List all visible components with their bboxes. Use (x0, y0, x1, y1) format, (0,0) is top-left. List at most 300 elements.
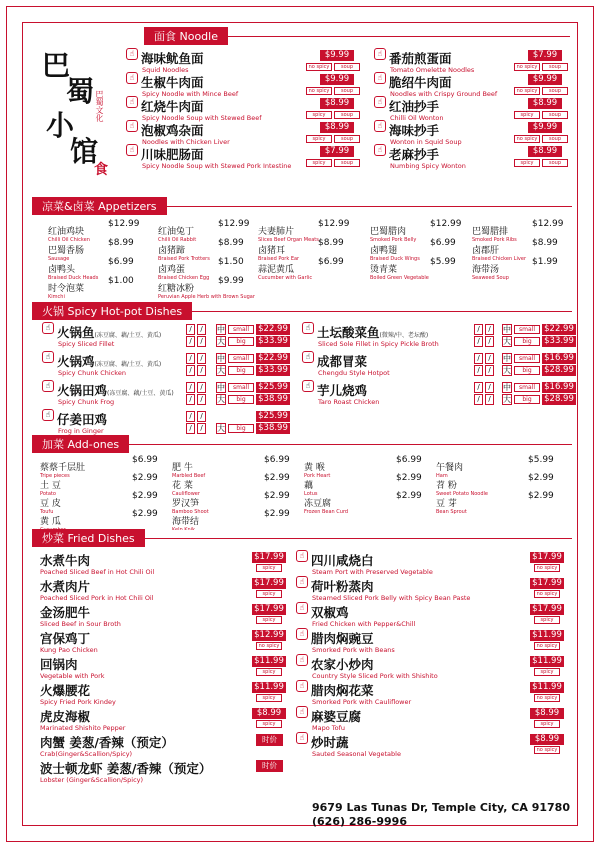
tag-spicy: spicy (306, 111, 332, 119)
fried-item (296, 576, 470, 602)
dish-name: 金汤肥牛 (40, 605, 91, 620)
checkbox[interactable]: / (186, 336, 195, 347)
appetizer-name: 卤猪蹄 (158, 246, 186, 256)
size-small-label: small (228, 354, 254, 363)
tag-spicy: spicy (534, 720, 560, 728)
price-big: $33.99 (542, 336, 576, 347)
checkbox[interactable]: / (186, 365, 195, 376)
checkbox[interactable]: / (186, 324, 195, 335)
size-zh-big: 大 (217, 395, 225, 404)
appetizer-item (48, 276, 144, 300)
size-big-label: big (514, 337, 540, 346)
dish-name: 番茄煎蛋面 (389, 51, 452, 66)
addone-english: Ham (436, 473, 448, 479)
price-small: $25.99 (256, 411, 290, 422)
dish-name: 水煮牛肉 (40, 553, 91, 568)
appetizer-name: 烫青菜 (370, 265, 398, 275)
dish-english: Sliced Beef in Sour Broth (40, 620, 121, 628)
noodle-item (126, 48, 204, 74)
price: $17.99 (530, 578, 564, 589)
price: $17.99 (252, 604, 286, 615)
checkbox[interactable]: / (474, 353, 483, 364)
hotpot-english: Spicy Sliced Fillet (58, 340, 115, 348)
hotpot-name (42, 325, 161, 340)
size-zh-small: 中 (217, 325, 225, 334)
addone-price: $2.99 (528, 491, 554, 501)
dish-name: 脆绍牛肉面 (389, 75, 452, 90)
checkbox[interactable]: / (485, 324, 494, 335)
appetizer-name: 卤鸭翅 (370, 246, 398, 256)
hotpot-note: (冻豆腐、藕/土豆、黄瓜) (94, 361, 162, 368)
size-big-label: big (514, 395, 540, 404)
addone-name: 肥 牛 (172, 463, 193, 473)
tag-spicy: no spicy (514, 87, 540, 95)
brand-logo (36, 44, 116, 184)
tag-spicy: no spicy (306, 87, 332, 95)
appetizer-name: 红糖冰粉 (158, 284, 195, 294)
addone-english: Lotus (304, 491, 318, 497)
appetizer-item (258, 257, 354, 281)
appetizer-price: $9.99 (218, 276, 244, 286)
fried-item (296, 602, 415, 628)
appetizer-english: Braised Chicken Liver (472, 256, 526, 262)
dish-english: Sauted Seasonal Vegetable (312, 750, 401, 758)
appetizer-english: Chilli Oil Chicken (48, 237, 90, 243)
dish-name: 红烧牛肉面 (141, 99, 204, 114)
hand-icon: ☝ (42, 409, 54, 421)
tag-spicy: no spicy (514, 135, 540, 143)
dish-english: Steam Port with Preserved Vegetable (312, 568, 433, 576)
price: $8.99 (252, 708, 286, 719)
market-price: 时价 (256, 734, 283, 746)
checkbox[interactable]: / (186, 411, 195, 422)
dish-english: Fried Chicken with Pepper&Chill (312, 620, 416, 628)
addone-english: Bean Sprout (436, 509, 467, 515)
addone-name: 花 菜 (172, 481, 193, 491)
dish-name: 波士顿龙虾 姜葱/香辣（预定） (40, 761, 212, 776)
price-small: $22.99 (256, 353, 290, 364)
dish-english: Steamed Sliced Pork Belly with Spicy Bean Paste (312, 594, 471, 602)
hotpot-name (302, 354, 367, 369)
addone-price: $6.99 (264, 455, 290, 465)
size-small-label: small (514, 383, 540, 392)
appetizer-name: 巴蜀腊排 (472, 227, 509, 237)
brand-char-4: 馆 (70, 135, 99, 168)
addone-price: $2.99 (528, 473, 554, 483)
addone-price: $2.99 (264, 491, 290, 501)
checkbox[interactable]: / (186, 382, 195, 393)
price: $8.99 (530, 734, 564, 745)
price-big: $33.99 (256, 365, 290, 376)
noodle-item (374, 120, 462, 146)
addone-english: Cauliflower (172, 491, 200, 497)
tag-spicy: spicy (256, 616, 282, 624)
checkbox[interactable]: / (485, 382, 494, 393)
tag-spicy: spicy (534, 668, 560, 676)
hand-icon: ☝ (126, 96, 138, 108)
hand-icon: ☝ (296, 680, 308, 692)
dish-name: 回锅肉 (40, 657, 78, 672)
hand-icon: ☝ (302, 380, 314, 392)
fried-item (296, 732, 401, 758)
noodle-item (374, 72, 497, 98)
fried-item (296, 706, 361, 732)
price-big: $38.99 (256, 423, 290, 434)
section-title: 炒菜 Fried Dishes (32, 529, 145, 547)
dish-english: Poached Sliced Beef in Hot Chili Oil (40, 568, 155, 576)
size-big-label: big (228, 337, 254, 346)
tag-spicy: no spicy (256, 642, 282, 650)
dish-english: Marinated Shishito Pepper (40, 724, 126, 732)
tag-soup: soup (334, 135, 360, 143)
price-big: $33.99 (256, 336, 290, 347)
dish-english: Smorked Pork with Beans (312, 646, 395, 654)
hotpot-english: Chengdu Style Hotpot (318, 369, 390, 377)
size-big-label: big (514, 366, 540, 375)
phone: (626) 286-9996 (312, 815, 407, 828)
tag-soup: soup (334, 63, 360, 71)
appetizer-english: Braised Pork Trotters (158, 256, 210, 262)
addone-english: Pork Heart (304, 473, 331, 479)
section-addones-header (32, 436, 572, 452)
section-noodle-header (120, 28, 570, 44)
price-big: $28.99 (542, 394, 576, 405)
appetizer-name: 海带汤 (472, 265, 500, 275)
addone-english: Sweet Potato Noodle (436, 491, 488, 497)
price: $11.99 (252, 656, 286, 667)
size-zh-big: 大 (503, 337, 511, 346)
checkbox[interactable]: / (474, 324, 483, 335)
hotpot-cn: 火锅田鸡 (57, 383, 108, 398)
addone-price: $6.99 (132, 455, 158, 465)
brand-subtitle: 巴蜀文化 (95, 90, 104, 122)
addone-price: $2.99 (132, 473, 158, 483)
appetizer-price: $8.99 (108, 238, 134, 248)
size-big-label: big (228, 424, 254, 433)
hand-icon: ☝ (302, 351, 314, 363)
checkbox[interactable]: / (485, 353, 494, 364)
section-hotpot-header (32, 303, 572, 319)
price: $11.99 (530, 656, 564, 667)
dish-name: 肉蟹 姜葱/香辣（预定） (40, 735, 174, 750)
appetizer-name: 巴蜀香肠 (48, 246, 85, 256)
hotpot-name (42, 412, 107, 427)
dish-name: 红油抄手 (389, 99, 440, 114)
tag-spicy: no spicy (534, 564, 560, 572)
brand-char-3: 小 (46, 109, 75, 142)
hand-icon: ☝ (296, 628, 308, 640)
price-small: $16.99 (542, 353, 576, 364)
tag-soup: soup (334, 111, 360, 119)
tag-soup: soup (542, 135, 568, 143)
fried-item (40, 550, 154, 576)
hotpot-name (42, 354, 161, 369)
hotpot-cn: 土坛酸菜鱼 (317, 325, 380, 340)
addone-name: 午餐肉 (436, 463, 464, 473)
fried-item (296, 680, 411, 706)
hand-icon: ☝ (296, 706, 308, 718)
price: $8.99 (530, 708, 564, 719)
hotpot-cn: 火锅鸡 (57, 354, 95, 369)
noodle-item (374, 144, 466, 170)
fried-item (40, 706, 125, 732)
size-zh-big: 大 (217, 366, 225, 375)
checkbox[interactable]: / (474, 336, 483, 347)
hand-icon: ☝ (374, 96, 386, 108)
hotpot-item (42, 380, 174, 406)
hand-icon: ☝ (296, 550, 308, 562)
price: $17.99 (252, 552, 286, 563)
hand-icon: ☝ (126, 72, 138, 84)
hand-icon: ☝ (374, 72, 386, 84)
dish-english: Spicy Noodle Soup with Stewed Beef (142, 114, 262, 122)
addone-price: $2.99 (132, 491, 158, 501)
appetizer-english: Kimchi (48, 294, 65, 300)
appetizer-price: $5.99 (430, 257, 456, 267)
appetizer-price: $1.99 (532, 257, 558, 267)
dish-english: Spicy Fried Pork Kindey (40, 698, 116, 706)
tag-spicy: no spicy (306, 63, 332, 71)
price: $8.99 (320, 98, 354, 109)
checkbox[interactable]: / (485, 394, 494, 405)
size-zh-small: 中 (503, 383, 511, 392)
checkbox[interactable]: / (197, 353, 206, 364)
checkbox[interactable]: / (186, 423, 195, 434)
noodle-item (374, 96, 444, 122)
hotpot-note: (冻豆腐、藕/土豆、黄瓜) (94, 332, 162, 339)
checkbox[interactable]: / (474, 394, 483, 405)
dish-name: 虎皮海椒 (40, 709, 91, 724)
dish-name: 双椒鸡 (311, 605, 349, 620)
hotpot-item (42, 322, 161, 348)
size-small-label: small (228, 325, 254, 334)
tag-spicy: spicy (256, 668, 282, 676)
addone-english: Frozen Bean Curd (304, 509, 349, 515)
checkbox[interactable]: / (474, 365, 483, 376)
appetizer-english: Smoked Pork Ribs (472, 237, 517, 243)
appetizer-price: $1.50 (218, 257, 244, 267)
addone-price: $2.99 (264, 473, 290, 483)
tag-soup: soup (334, 87, 360, 95)
market-price: 时价 (256, 760, 283, 772)
tag-spicy: spicy (514, 159, 540, 167)
price: $7.99 (320, 146, 354, 157)
hotpot-cn: 芋儿烧鸡 (317, 383, 368, 398)
brand-char-1: 巴 (42, 49, 71, 82)
addone-name: 土 豆 (40, 481, 61, 491)
checkbox[interactable]: / (485, 365, 494, 376)
appetizer-item (472, 257, 568, 281)
hotpot-item (42, 409, 107, 435)
tag-spicy: no spicy (534, 590, 560, 598)
tag-spicy: spicy (256, 694, 282, 702)
appetizer-english: Boiled Green Vegetable (370, 275, 429, 281)
price-big: $28.99 (542, 365, 576, 376)
size-small-label: small (228, 383, 254, 392)
appetizer-english: Cucumber with Garlic (258, 275, 313, 281)
addone-item (304, 491, 429, 515)
tag-soup: soup (542, 63, 568, 71)
section-title: 面食 Noodle (144, 27, 228, 45)
checkbox[interactable]: / (474, 382, 483, 393)
hand-icon: ☝ (296, 732, 308, 744)
size-zh-big: 大 (217, 337, 225, 346)
dish-name: 生椒牛肉面 (141, 75, 204, 90)
price: $8.99 (528, 98, 562, 109)
appetizer-name: 红油鸡块 (48, 227, 85, 237)
price: $9.99 (320, 50, 354, 61)
appetizer-price: $8.99 (318, 238, 344, 248)
hotpot-name (302, 383, 367, 398)
section-title: 火锅 Spicy Hot-pot Dishes (32, 302, 192, 320)
section-title: 加菜 Add-ones (32, 435, 129, 453)
dish-name: 荷叶粉蒸肉 (311, 579, 374, 594)
size-zh-small: 中 (217, 383, 225, 392)
tag-spicy: spicy (306, 159, 332, 167)
hotpot-note: (微辣/中、老坛酸) (379, 332, 429, 339)
fried-item (40, 628, 98, 654)
dish-name: 海味鱿鱼面 (141, 51, 204, 66)
price: $17.99 (252, 578, 286, 589)
hotpot-item (42, 351, 161, 377)
appetizer-name: 卤郡肝 (472, 246, 500, 256)
section-fried-header (32, 530, 572, 546)
appetizer-price: $8.99 (218, 238, 244, 248)
brand-char-2: 蜀 (66, 75, 95, 108)
checkbox[interactable]: / (485, 336, 494, 347)
tag-spicy: no spicy (534, 746, 560, 754)
addone-name: 海带结 (172, 517, 200, 527)
appetizer-price: $12.99 (532, 219, 564, 229)
hotpot-name (302, 325, 428, 340)
appetizer-name: 卤鸡蛋 (158, 265, 186, 275)
hotpot-item (302, 322, 439, 348)
price: $11.99 (252, 682, 286, 693)
addone-name: 蔡蔡千层肚 (40, 463, 86, 473)
noodle-item (126, 96, 262, 122)
hotpot-cn: 仔姜田鸡 (57, 412, 108, 427)
hand-icon: ☝ (296, 654, 308, 666)
checkbox[interactable]: / (197, 411, 206, 422)
price: $7.99 (528, 50, 562, 61)
addone-price: $2.99 (132, 509, 158, 519)
checkbox[interactable]: / (186, 394, 195, 405)
dish-name: 腊肉焖花菜 (311, 683, 374, 698)
dish-english: Vegetable with Pork (40, 672, 105, 680)
appetizer-english: Braised Duck Heads (48, 275, 99, 281)
appetizer-english: Braised Pork Ear (258, 256, 300, 262)
size-small-label: small (514, 354, 540, 363)
price: $8.99 (320, 122, 354, 133)
dish-english: Lobster (Ginger&Scallion/Spicy) (40, 776, 144, 784)
dish-english: Chilli Oil Wonton (390, 114, 444, 122)
hand-icon: ☝ (126, 48, 138, 60)
dish-english: Tomato Omelette Noodles (390, 66, 475, 74)
addone-price: $2.99 (396, 473, 422, 483)
dish-english: Kung Pao Chicken (40, 646, 98, 654)
size-zh-small: 中 (503, 354, 511, 363)
size-zh-small: 中 (503, 325, 511, 334)
appetizer-price: $1.00 (108, 276, 134, 286)
tag-spicy: spicy (306, 135, 332, 143)
addone-name: 豆 芽 (436, 499, 457, 509)
checkbox[interactable]: / (186, 353, 195, 364)
checkbox[interactable]: / (197, 365, 206, 376)
fried-item (296, 654, 438, 680)
tag-soup: soup (334, 159, 360, 167)
dish-name: 宫保鸡丁 (40, 631, 91, 646)
hand-icon: ☝ (42, 351, 54, 363)
fried-item (40, 576, 154, 602)
addone-name: 冻豆腐 (304, 499, 332, 509)
appetizer-item (370, 257, 466, 281)
appetizer-name: 卤鸭头 (48, 265, 76, 275)
appetizer-english: Peruvian Apple Herb with Brown Sugar (158, 294, 255, 300)
price-small: $22.99 (542, 324, 576, 335)
section-title: 凉菜&卤菜 Appetizers (32, 197, 167, 215)
appetizer-name: 卤猪耳 (258, 246, 286, 256)
tag-spicy: spicy (256, 590, 282, 598)
hand-icon: ☝ (374, 120, 386, 132)
appetizer-name: 蒜泥黄瓜 (258, 265, 295, 275)
dish-name: 泡椒鸡杂面 (141, 123, 204, 138)
checkbox[interactable]: / (197, 382, 206, 393)
tag-soup: soup (542, 159, 568, 167)
dish-english: Crab(Ginger&Scallion/Spicy) (40, 750, 133, 758)
hotpot-name (42, 383, 174, 398)
dish-english: Smorked Pork with Cauliflower (312, 698, 412, 706)
price-small: $16.99 (542, 382, 576, 393)
hotpot-item (302, 380, 379, 406)
dish-name: 农家小炒肉 (311, 657, 374, 672)
addone-name: 苕 粉 (436, 481, 457, 491)
appetizer-price: $6.99 (108, 257, 134, 267)
price-small: $25.99 (256, 382, 290, 393)
checkbox[interactable]: / (197, 324, 206, 335)
price-big: $38.99 (256, 394, 290, 405)
checkbox[interactable]: / (197, 423, 206, 434)
hotpot-english: Taro Roast Chicken (318, 398, 380, 406)
tag-spicy: spicy (514, 111, 540, 119)
appetizer-price: $8.99 (532, 238, 558, 248)
noodle-item (126, 144, 291, 170)
hand-icon: ☝ (374, 144, 386, 156)
addone-name: 藕 (304, 481, 314, 491)
price: $12.99 (252, 630, 286, 641)
fried-item (40, 680, 116, 706)
addone-item (436, 491, 561, 515)
appetizer-english: Sausage (48, 256, 70, 262)
dish-english: Poached Sliced Pork in Hot Chili Oil (40, 594, 154, 602)
hotpot-item (302, 351, 390, 377)
checkbox[interactable]: / (197, 394, 206, 405)
addone-english: Bamboo Shoot (172, 509, 209, 515)
dish-name: 火爆腰花 (40, 683, 91, 698)
addone-price: $5.99 (528, 455, 554, 465)
hand-icon: ☝ (126, 120, 138, 132)
dish-english: Spicy Noodle with Mince Beef (142, 90, 239, 98)
hotpot-english: Sliced Sole Fillet in Spicy Pickle Broth (318, 340, 439, 348)
appetizer-english: Smoked Pork Belly (370, 237, 417, 243)
appetizer-price: $6.99 (318, 257, 344, 267)
fried-item (40, 732, 174, 758)
fried-item (40, 602, 121, 628)
checkbox[interactable]: / (197, 336, 206, 347)
dish-english: Noodles with Chicken Liver (142, 138, 230, 146)
price: $17.99 (530, 604, 564, 615)
hand-icon: ☝ (374, 48, 386, 60)
addone-english: Marbled Beef (172, 473, 206, 479)
